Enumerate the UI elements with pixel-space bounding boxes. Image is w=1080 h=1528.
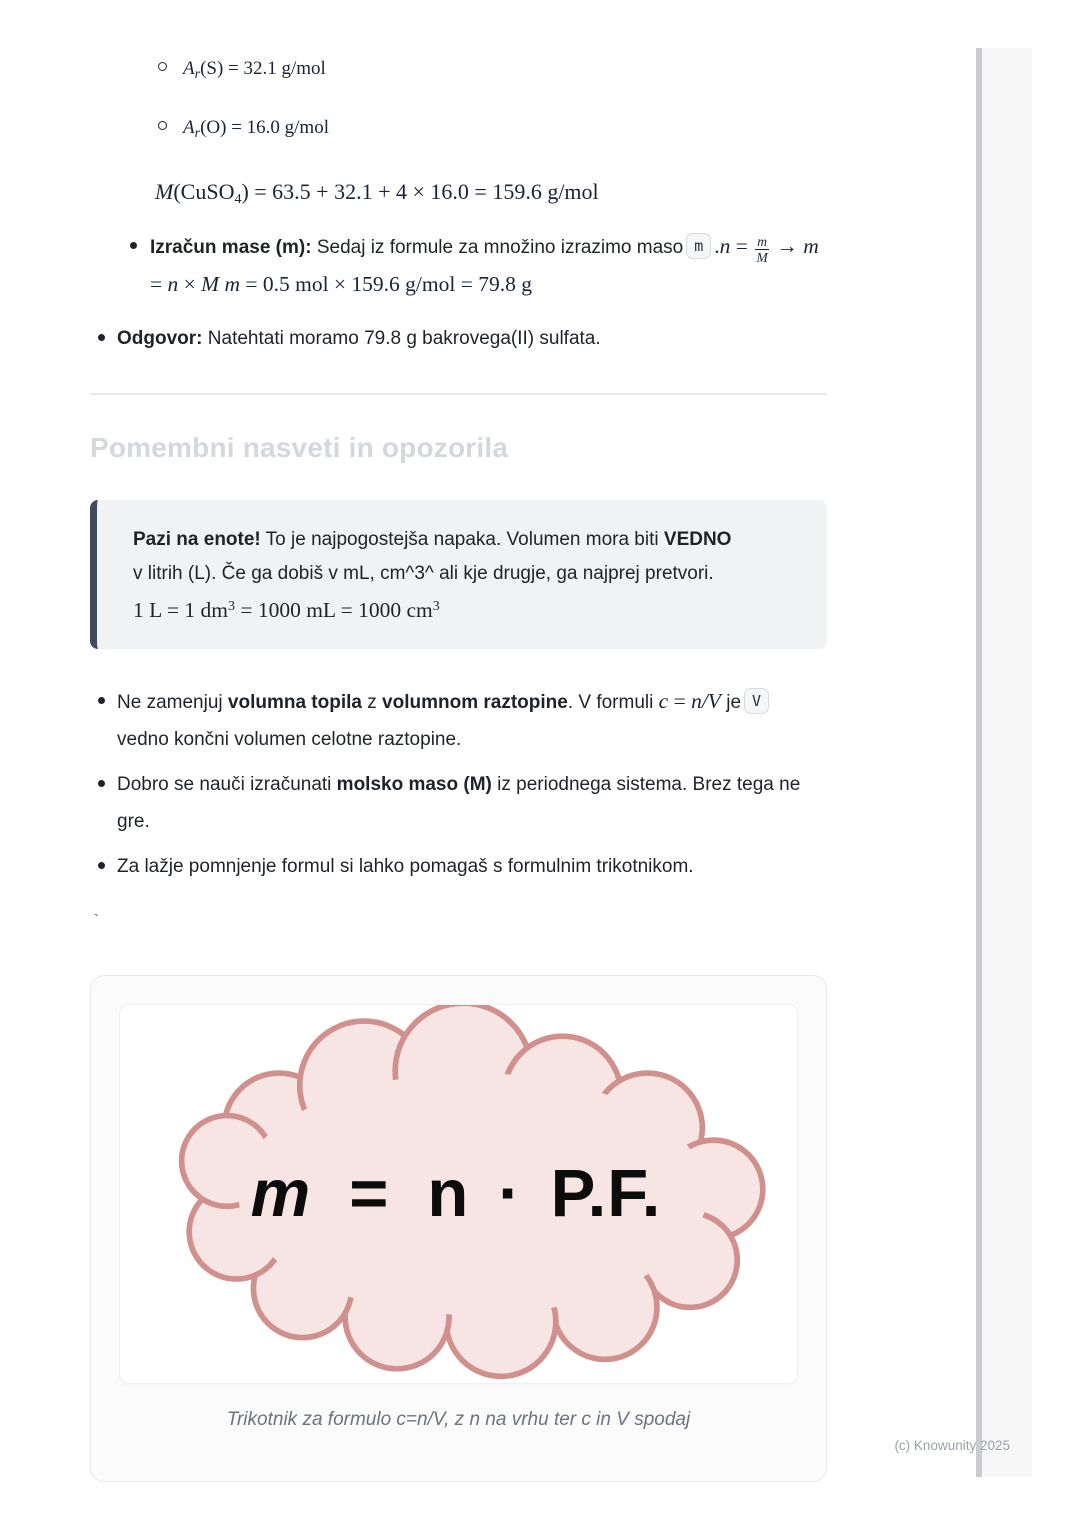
disc-bullet-marker <box>98 334 105 341</box>
figure-card <box>90 975 827 1482</box>
section-divider <box>90 393 827 395</box>
disc-bullet-marker <box>130 242 137 249</box>
mass-step-text: Sedaj iz formule za množino izrazimo maso <box>311 237 684 258</box>
figure-image <box>119 1004 798 1384</box>
cloud-formula: m = n · P.F. <box>250 1156 662 1231</box>
next-page-edge[interactable] <box>976 48 1032 1477</box>
document-content <box>90 0 827 1482</box>
disc-bullet-marker <box>98 780 105 787</box>
mass-step-label: Izračun mase (m): <box>150 237 312 258</box>
formula-c-nv: c = n/V <box>658 688 721 713</box>
circle-bullet-marker <box>158 62 167 71</box>
fraction-m-over-M: $\frac{m}{M}$ <box>756 233 768 265</box>
list-item-mass-calculation <box>90 228 827 304</box>
inline-code-m: m <box>686 233 711 259</box>
circle-bullet-marker <box>158 121 167 130</box>
answer-text: Natehtati moramo 79.8 g bakrovega(II) sulfata. <box>202 328 601 349</box>
figure-caption: Trikotnik za formulo c=n/V, z n na vrhu ter c in V spodaj <box>226 1408 691 1430</box>
list-item <box>90 109 827 152</box>
molar-mass-equation: M(CuSO$_4$) = 63.5 + 32.1 + 4 × 16.0 = 159.6 g/mol <box>155 179 599 207</box>
list-item-tip-triangle: Za lažje pomnjenje formul si lahko pomagaš s formulnim trikotnikom. <box>90 848 827 885</box>
ar-sulfur-value: $A_r(S) = 32.1$ g/mol <box>183 58 326 82</box>
callout-unit-equation: 1 L = 1 $dm^3 = 1000$ mL = 1000 $cm^3$ <box>133 598 440 622</box>
mass-step-math: .n = $\frac{m}{M}$ → m = n × M m = 0.5 mol × 159.6 g/mol = 79.8 g <box>150 233 819 296</box>
stray-backtick: ` <box>94 910 99 927</box>
callout-line-1: Pazi na enote! To je najpogostejša napaka. Volumen mora biti VEDNO <box>133 529 732 550</box>
list-item-tip-molar-mass: Dobro se nauči izračunati molsko maso (M) iz periodnega sistema. Brez tega ne gre. <box>90 766 827 840</box>
section-heading: Pomembni nasveti in opozorila <box>90 432 509 463</box>
disc-bullet-marker <box>98 697 105 704</box>
inline-code-V: V <box>744 688 769 714</box>
ar-oxygen-value: $A_r(O) = 16.0$ g/mol <box>183 117 329 141</box>
list-item-answer <box>90 320 827 357</box>
list-item <box>90 50 827 93</box>
list-item-tip-volume: Ne zamenjuj volumna topila z volumnom raztopine. V formuli c = n/V je V vedno končni volumen celotne raztopine. <box>90 683 827 758</box>
copyright-watermark: (c) Knowunity 2025 <box>894 1438 1010 1453</box>
warning-callout <box>90 500 827 649</box>
callout-line-2: v litrih (L). Če ga dobiš v mL, cm^3^ ali kje drugje, ga najprej pretvori. <box>133 562 714 584</box>
answer-label: Odgovor: <box>117 328 203 349</box>
disc-bullet-marker <box>98 862 105 869</box>
